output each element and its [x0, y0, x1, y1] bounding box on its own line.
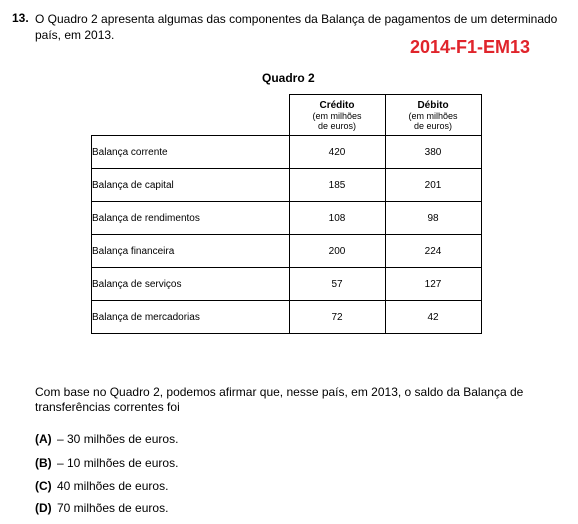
- debito-value: 380: [385, 136, 481, 169]
- row-label: Balança de mercadorias: [92, 301, 290, 334]
- header-debito-sub2: de euros): [413, 120, 453, 131]
- row-label: Balança de serviços: [92, 268, 290, 301]
- header-debito-name: Débito: [417, 99, 449, 111]
- option-c-text: 40 milhões de euros.: [57, 479, 169, 493]
- header-blank-cell: [92, 95, 290, 136]
- table-row: [92, 136, 482, 169]
- table-row: [92, 169, 482, 202]
- option-b[interactable]: [35, 456, 178, 470]
- option-a-letter: (A): [35, 432, 52, 446]
- header-debito-sub1: (em milhões: [408, 110, 458, 121]
- table-row: [92, 301, 482, 334]
- header-credito-sub2: de euros): [317, 120, 357, 131]
- option-a[interactable]: [35, 432, 178, 446]
- credito-value: 420: [289, 136, 385, 169]
- option-c[interactable]: [35, 479, 168, 493]
- option-d[interactable]: [35, 501, 168, 515]
- row-label: Balança corrente: [92, 136, 290, 169]
- debito-value: 42: [385, 301, 481, 334]
- credito-value: 57: [289, 268, 385, 301]
- table-row: [92, 202, 482, 235]
- header-credito-name: Crédito: [319, 99, 355, 111]
- debito-value: 201: [385, 169, 481, 202]
- debito-value: 224: [385, 235, 481, 268]
- balance-table: [91, 94, 482, 334]
- credito-value: 185: [289, 169, 385, 202]
- option-d-text: 70 milhões de euros.: [57, 501, 169, 515]
- option-c-letter: (C): [35, 479, 52, 493]
- exam-tag: 2014-F1-EM13: [410, 37, 531, 57]
- question-number: 13.: [12, 11, 29, 25]
- row-label: Balança financeira: [92, 235, 290, 268]
- header-credito-sub1: (em milhões: [312, 110, 362, 121]
- row-label: Balança de capital: [92, 169, 290, 202]
- question-text: O Quadro 2 apresenta algumas das componentes da Balança de pagamentos de um determinado país, em 2013.: [35, 12, 558, 42]
- credito-value: 108: [289, 202, 385, 235]
- option-d-letter: (D): [35, 501, 52, 515]
- table-row: [92, 268, 482, 301]
- option-a-text: – 30 milhões de euros.: [57, 432, 179, 446]
- question-prompt: Com base no Quadro 2, podemos afirmar que, nesse país, em 2013, o saldo da Balança de transferências correntes foi: [35, 385, 524, 414]
- table-header-row: [92, 95, 482, 136]
- row-label: Balança de rendimentos: [92, 202, 290, 235]
- credito-value: 200: [289, 235, 385, 268]
- credito-value: 72: [289, 301, 385, 334]
- option-b-text: – 10 milhões de euros.: [57, 456, 179, 470]
- table-title: Quadro 2: [262, 71, 315, 85]
- debito-value: 98: [385, 202, 481, 235]
- header-debito: [385, 95, 481, 136]
- table-row: [92, 235, 482, 268]
- option-b-letter: (B): [35, 456, 52, 470]
- header-credito: [289, 95, 385, 136]
- debito-value: 127: [385, 268, 481, 301]
